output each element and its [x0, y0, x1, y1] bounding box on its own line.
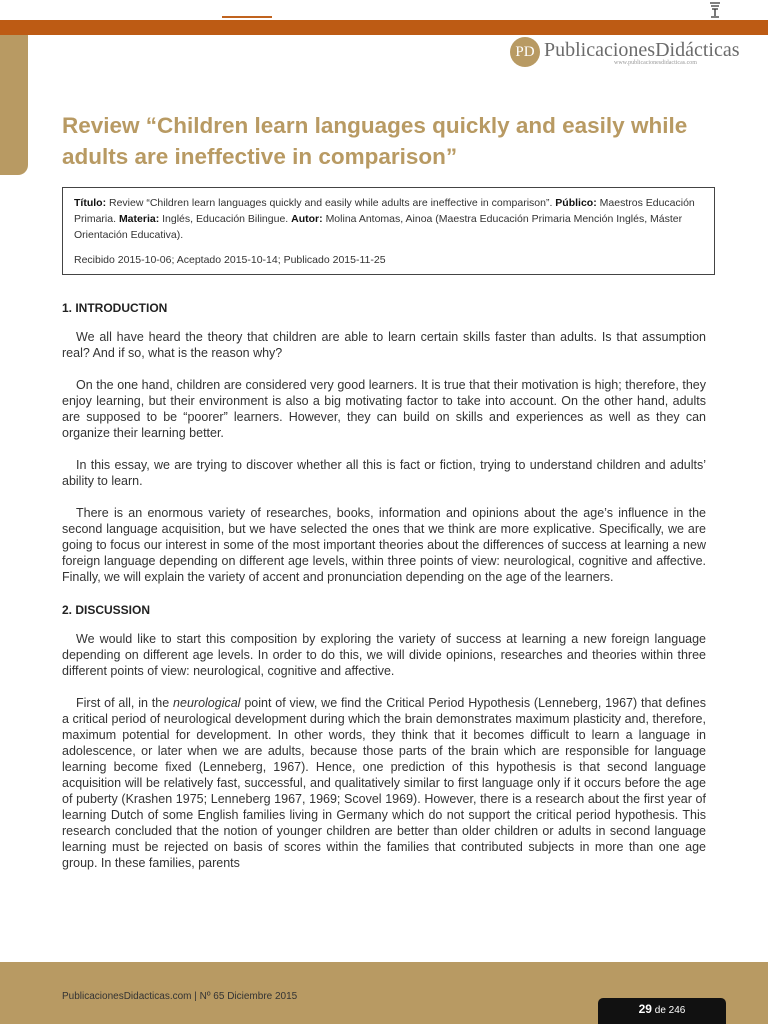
side-accent-tab	[0, 35, 28, 175]
page-number-box	[598, 998, 726, 1024]
page-current: 29	[638, 1002, 652, 1016]
autor-label: Autor:	[291, 213, 323, 225]
paragraph-text: First of all, in the	[76, 696, 174, 710]
article-body	[62, 300, 706, 887]
publication-dates: Recibido 2015-10-06; Aceptado 2015-10-14; Publicado 2015-11-25	[74, 254, 386, 266]
section-heading-introduction: 1. INTRODUCTION	[62, 301, 168, 315]
paragraph-text: point of view, we find the Critical Period Hypothesis (Lenneberg, 1967) that defines a critical period of neurological development during which the brain demonstrates maximum plasticity and, therefore, maximum potential for development. In other words, they think that it becomes difficult to learn a language in adolescence, or later when we are adults, because those parts of the brain which are responsible for language learning become fixed (Lenneberg, 1967). Hence, one prediction of this hypothesis is that second language acquisition will be relatively fast, successful, and qualitatively similar to first language only if it occurs before the age of puberty (Krashen 1975; Lenneberg 1967, 1969; Scovel 1969). However, there is a research about the first year of learning Dutch of some English families living in Germany which do not support the critical period hypothesis. This research concluded that the notion of younger children are better than older children or adults in second language learning must be rejected on basis of scores within the families that contributed subjects in more than one age group. In these families, parents	[62, 696, 706, 870]
document-icon	[707, 1, 723, 19]
paragraph-critical-period	[62, 695, 706, 871]
emphasis-text: neurological	[173, 696, 241, 710]
top-accent-bar	[0, 20, 768, 35]
footer-publication: PublicacionesDidacticas.com | Nº 65 Diciembre 2015	[62, 991, 298, 1002]
logo-emblem-icon: PD	[510, 37, 540, 67]
titulo-label: Título:	[74, 197, 107, 209]
section-heading-discussion: 2. DISCUSSION	[62, 603, 151, 617]
article-title: Review “Children learn languages quickly and easily while adults are ineffective in comparison”	[62, 113, 688, 169]
titulo-value: Review “Children learn languages quickly and easily while adults are ineffective in comparison”.	[109, 197, 553, 209]
materia-value: Inglés, Educación Bilingue.	[162, 213, 289, 225]
logo-name: PublicacionesDidácticas	[544, 39, 740, 61]
paragraph: On the one hand, children are considered very good learners. It is true that their motivation is high; therefore, they enjoy learning, but their environment is also a big motivating factor to take into account. On the other hand, adults are supposed to be “poorer” learners. However, they can build on skills and experiences as well as they can organize their learning better.	[62, 378, 706, 440]
top-strip	[0, 0, 768, 20]
materia-label: Materia:	[118, 213, 160, 225]
publico-label: Público:	[555, 197, 597, 209]
publisher-logo	[510, 37, 740, 69]
page-total: 246	[668, 1005, 686, 1016]
metadata-details	[74, 195, 706, 243]
paragraph: We all have heard the theory that children are able to learn certain skills faster than adults. Is that assumption real? And if so, what is the reason why?	[62, 330, 706, 360]
paragraph: We would like to start this composition by exploring the variety of success at learning a new foreign language depending on different age levels. In order to do this, we will divide opinions, researches and theories within three different points of view: neurological, cognitive and affective.	[62, 632, 706, 678]
publico-value: Maestros Educación Primaria.	[74, 197, 695, 225]
paragraph: There is an enormous variety of researches, books, information and opinions about the age’s influence in the second language acquisition, but we have selected the ones that we think are more explicative. Specifically, we are going to focus our interest in some of the most important theories about the differences of success at learning a new foreign language depending on different age levels, within three points of view: neurological, cognitive and affective. Finally, we will explain the variety of accent and pronunciation depending on the age of the learners.	[62, 506, 706, 584]
paragraph: In this essay, we are trying to discover whether all this is fact or fiction, trying to understand children and adults’ ability to learn.	[62, 458, 706, 488]
autor-value: Molina Antomas, Ainoa (Maestra Educación Primaria Mención Inglés, Máster Orientación Educativa).	[74, 213, 683, 241]
article-metadata-box	[62, 187, 715, 275]
top-underline-decoration	[222, 16, 272, 18]
page-of: de	[654, 1005, 666, 1016]
logo-url: www.publicacionesdidacticas.com	[614, 60, 697, 66]
